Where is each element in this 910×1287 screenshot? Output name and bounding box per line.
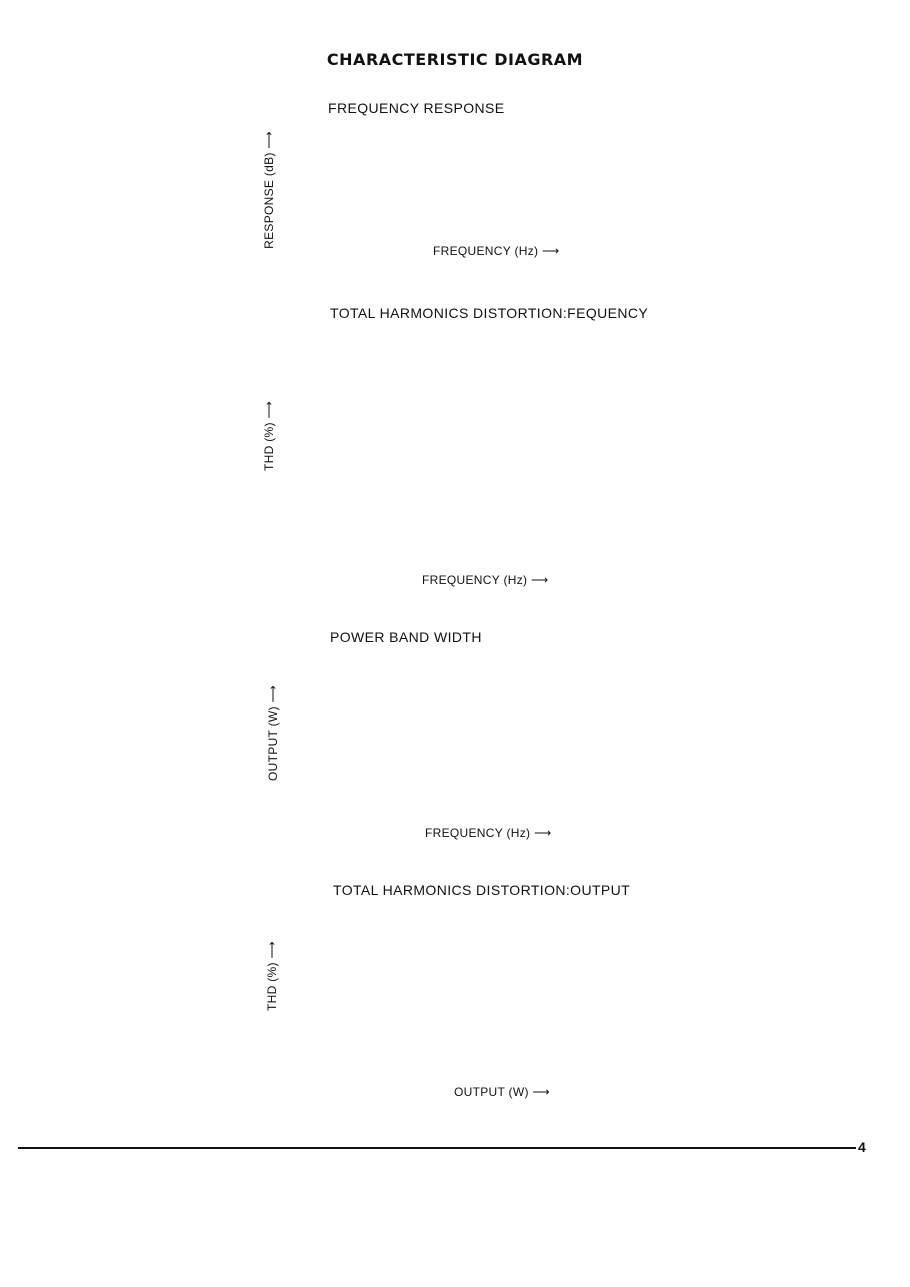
y-axis-label: OUTPUT (W) ⟶ (266, 685, 280, 781)
chart-title-thd-frequency: TOTAL HARMONICS DISTORTION:FEQUENCY (330, 305, 649, 321)
page-title: CHARACTERISTIC DIAGRAM (326, 50, 584, 69)
arrow-icon: ⟶ (530, 573, 549, 587)
arrow-icon: ⟶ (262, 131, 276, 149)
x-axis-label: FREQUENCY (Hz) ⟶ (422, 573, 549, 587)
y-axis-label: THD (%) ⟶ (265, 941, 279, 1011)
y-axis-label: THD (%) ⟶ (262, 401, 276, 471)
arrow-icon: ⟶ (541, 244, 560, 258)
x-axis-label: FREQUENCY (Hz) ⟶ (425, 826, 552, 840)
y-axis-label: RESPONSE (dB) ⟶ (262, 131, 276, 249)
arrow-icon: ⟶ (532, 1085, 550, 1099)
arrow-icon: ⟶ (533, 826, 552, 840)
chart-title-power-band-width: POWER BAND WIDTH (330, 629, 482, 645)
arrow-icon: ⟶ (266, 685, 280, 703)
footer-rule (18, 1147, 856, 1149)
chart-title-thd-output: TOTAL HARMONICS DISTORTION:OUTPUT (333, 882, 631, 898)
arrow-icon: ⟶ (265, 941, 279, 959)
page-number: 4 (858, 1139, 866, 1155)
chart-title-frequency-response: FREQUENCY RESPONSE (328, 100, 505, 116)
x-axis-label: OUTPUT (W) ⟶ (454, 1085, 550, 1099)
arrow-icon: ⟶ (262, 401, 276, 419)
x-axis-label: FREQUENCY (Hz) ⟶ (433, 244, 560, 258)
